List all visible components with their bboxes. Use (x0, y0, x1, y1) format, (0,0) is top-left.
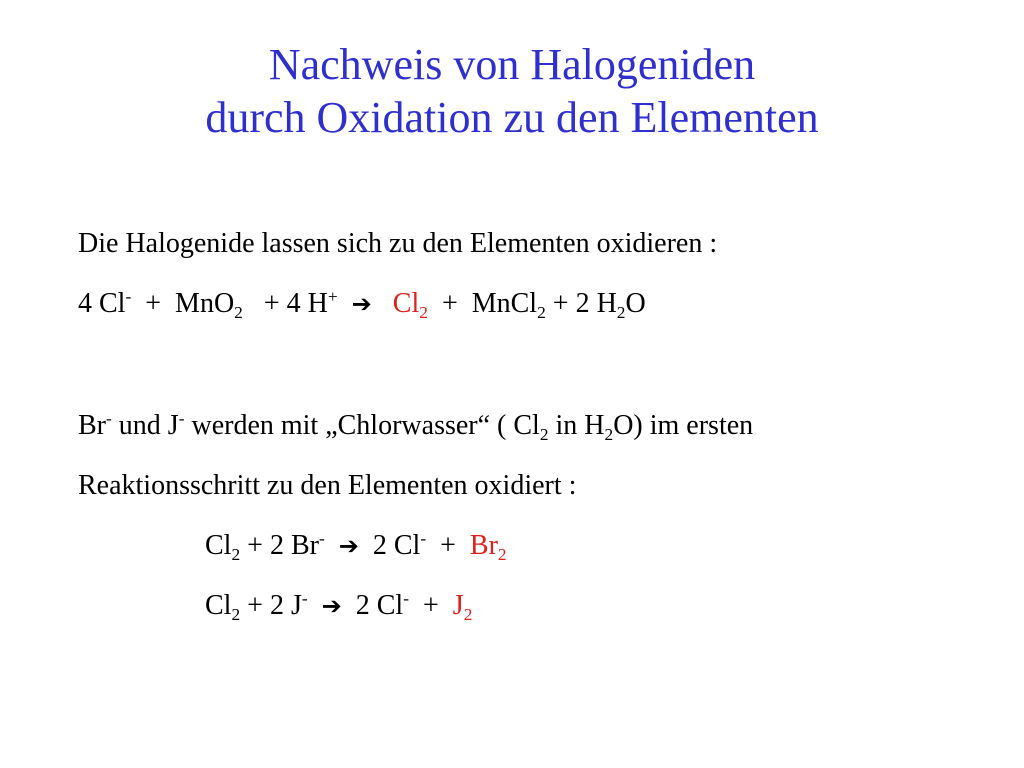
title-line-1: Nachweis von Halogeniden (268, 40, 756, 89)
product-iodine: $J_2$ (452, 590, 473, 624)
product-mncl2: MnCl$_2$ (471, 288, 546, 322)
reaction-iodide (205, 590, 472, 622)
product-chlorine: $Cl_2$ (392, 288, 428, 322)
slide-title (0, 38, 1024, 144)
reaction-mno2 (78, 288, 646, 320)
intro-text: Die Halogenide lassen sich zu den Elementen oxidieren : (78, 228, 718, 259)
product-bromine: $Br_2$ (469, 530, 507, 564)
reaction-arrow-icon: ➔ (321, 592, 342, 620)
plus-sign: + (422, 590, 439, 621)
product-chloride: 2 Cl- (355, 589, 409, 621)
reactant-chlorine: $Cl_2$ (205, 530, 241, 564)
reactant-iodide: + 2 J- (247, 589, 308, 621)
reaction-arrow-icon: ➔ (351, 290, 372, 318)
reactant-chlorine: $Cl_2$ (205, 590, 241, 624)
plus-sign: + (440, 530, 456, 561)
product-chloride: 2 Cl- (372, 529, 427, 561)
paragraph-line-1: Br- und J- werden mit „Chlorwasser“ ( $Cl_2$ in $H_2O$) im ersten (78, 409, 754, 444)
title-line-2: durch Oxidation zu den Elementen (205, 93, 819, 142)
reactant-proton: + 4 H+ (263, 287, 338, 319)
reaction-bromide (205, 530, 507, 562)
plus-sign: + (441, 288, 458, 319)
reactant-mno2: MnO$_2$ (175, 288, 243, 322)
product-water: + 2 $H_2O$ (552, 288, 646, 322)
plus-sign: + (145, 288, 162, 319)
reactant-chloride: 4 Cl- (78, 287, 132, 319)
reactant-bromide: + 2 Br- (247, 529, 325, 561)
reaction-arrow-icon: ➔ (338, 532, 359, 560)
paragraph-line-2: Reaktionsschritt zu den Elementen oxidiert : (78, 470, 577, 501)
